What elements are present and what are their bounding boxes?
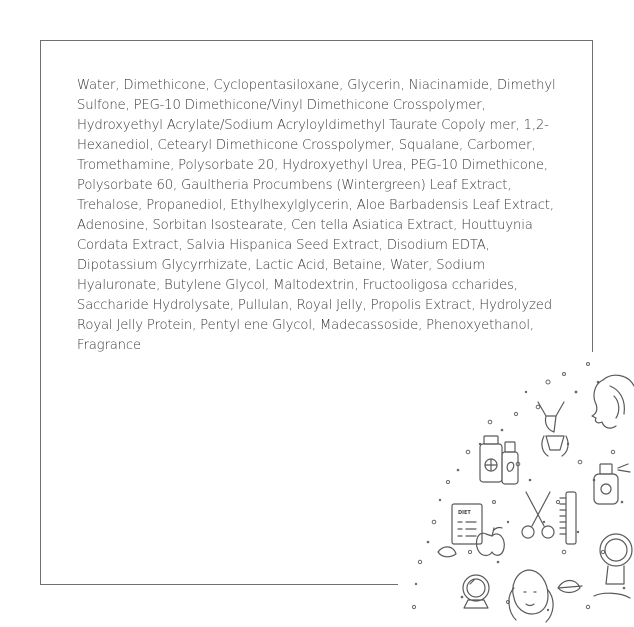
leaf-sprig-icon — [438, 547, 582, 593]
beauty-line-art — [398, 352, 634, 627]
apple-icon — [476, 528, 504, 556]
hair-dryer-icon — [594, 534, 632, 598]
scissors-icon — [522, 492, 554, 538]
face-profile-icon — [592, 375, 634, 428]
perfume-icon — [594, 464, 630, 504]
woman-face-icon — [509, 570, 553, 622]
swimsuit-icon — [538, 402, 568, 456]
cosmetic-bottles-icon — [480, 436, 518, 484]
ingredients-list: Water, Dimethicone, Cyclopentasiloxane, Glycerin, Niacinamide, Dimethyl Sulfone, PEG-10 Dimethicone/Vinyl Dimethicone Crosspolymer, Hydroxyethyl Acrylate/Sodium Acryloyldimethyl Taurate Copoly mer, 1,2-Hexanediol, Cetearyl Dimethicone Crosspolymer, Squalane, Carbomer, Tromethamine, Polysorbate 20, Hydroxyethyl Urea, PEG-10 Dimethicone, Polysorbate 60, Gaultheria Procumbens (Wintergreen) Leaf Extract, Trehalose, Propanediol, Ethylhexylglycerin, Aloe Barbadensis Leaf Extract, Adenosine, Sorbitan Isostearate, Cen tella Asiatica Extract, Houttuynia Cordata Extract, Salvia Hispanica Seed Extract, Disodium EDTA, Dipotassium Glycyrrhizate, Lactic Acid, Betaine, Water, Sodium Hyaluronate, Butylene Glycol, Maltodextrin, Fructooligosa ccharides, Saccharide Hydrolysate, Pullulan, Royal Jelly, Propolis Extract, Hydrolyzed Royal Jelly Protein, Pentyl ene Glycol, Madecassoside, Phenoxyethanol, Fragrance — [77, 78, 556, 353]
mirror-icon — [463, 575, 489, 608]
beauty-icons-illustration — [398, 352, 634, 627]
comb-icon — [560, 492, 576, 544]
diet-label: DIET — [458, 510, 471, 516]
